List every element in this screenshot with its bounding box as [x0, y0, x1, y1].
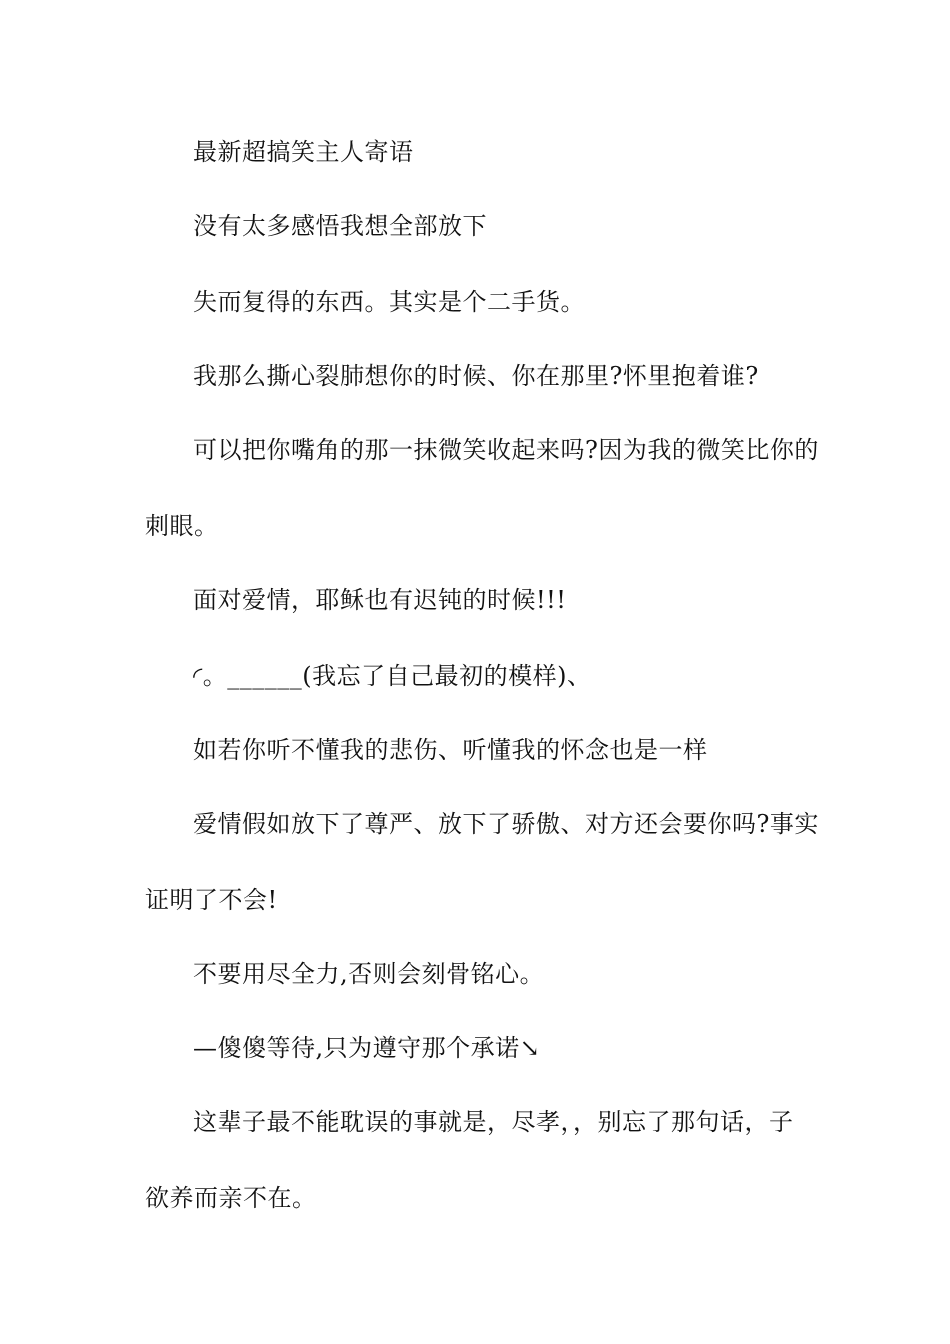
paragraph-8-line-2: 证明了不会! [145, 886, 278, 914]
paragraph-8-line-1: 爱情假如放下了尊严、放下了骄傲、对方还会要你吗?事实 [193, 810, 819, 838]
paragraph-4-line-1: 可以把你嘴角的那一抹微笑收起来吗?因为我的微笑比你的 [193, 436, 819, 464]
paragraph-7-line-1: 如若你听不懂我的悲伤、听懂我的怀念也是一样 [193, 736, 708, 764]
paragraph-5-line-1: 面对爱情，耶稣也有迟钝的时候!!! [193, 586, 567, 614]
paragraph-9-line-1: 不要用尽全力,否则会刻骨铭心。 [193, 960, 545, 988]
paragraph-1-line-1: 没有太多感悟我想全部放下 [193, 212, 487, 240]
paragraph-3-line-1: 我那么撕心裂肺想你的时候、你在那里?怀里抱着谁? [193, 362, 759, 390]
paragraph-11-line-2: 欲养而亲不在。 [145, 1184, 317, 1212]
paragraph-10-line-1: —傻傻等待,只为遵守那个承诺↘ [193, 1034, 541, 1062]
document-title: 最新超搞笑主人寄语 [193, 138, 414, 166]
paragraph-11-line-1: 这辈子最不能耽误的事就是，尽孝，，别忘了那句话，子 [193, 1108, 794, 1136]
paragraph-2-line-1: 失而复得的东西。其实是个二手货。 [193, 288, 585, 316]
paragraph-6-line-1: ◜。______(我忘了自己最初的模样)、 [193, 662, 592, 690]
paragraph-4-line-2: 刺眼。 [145, 512, 219, 540]
